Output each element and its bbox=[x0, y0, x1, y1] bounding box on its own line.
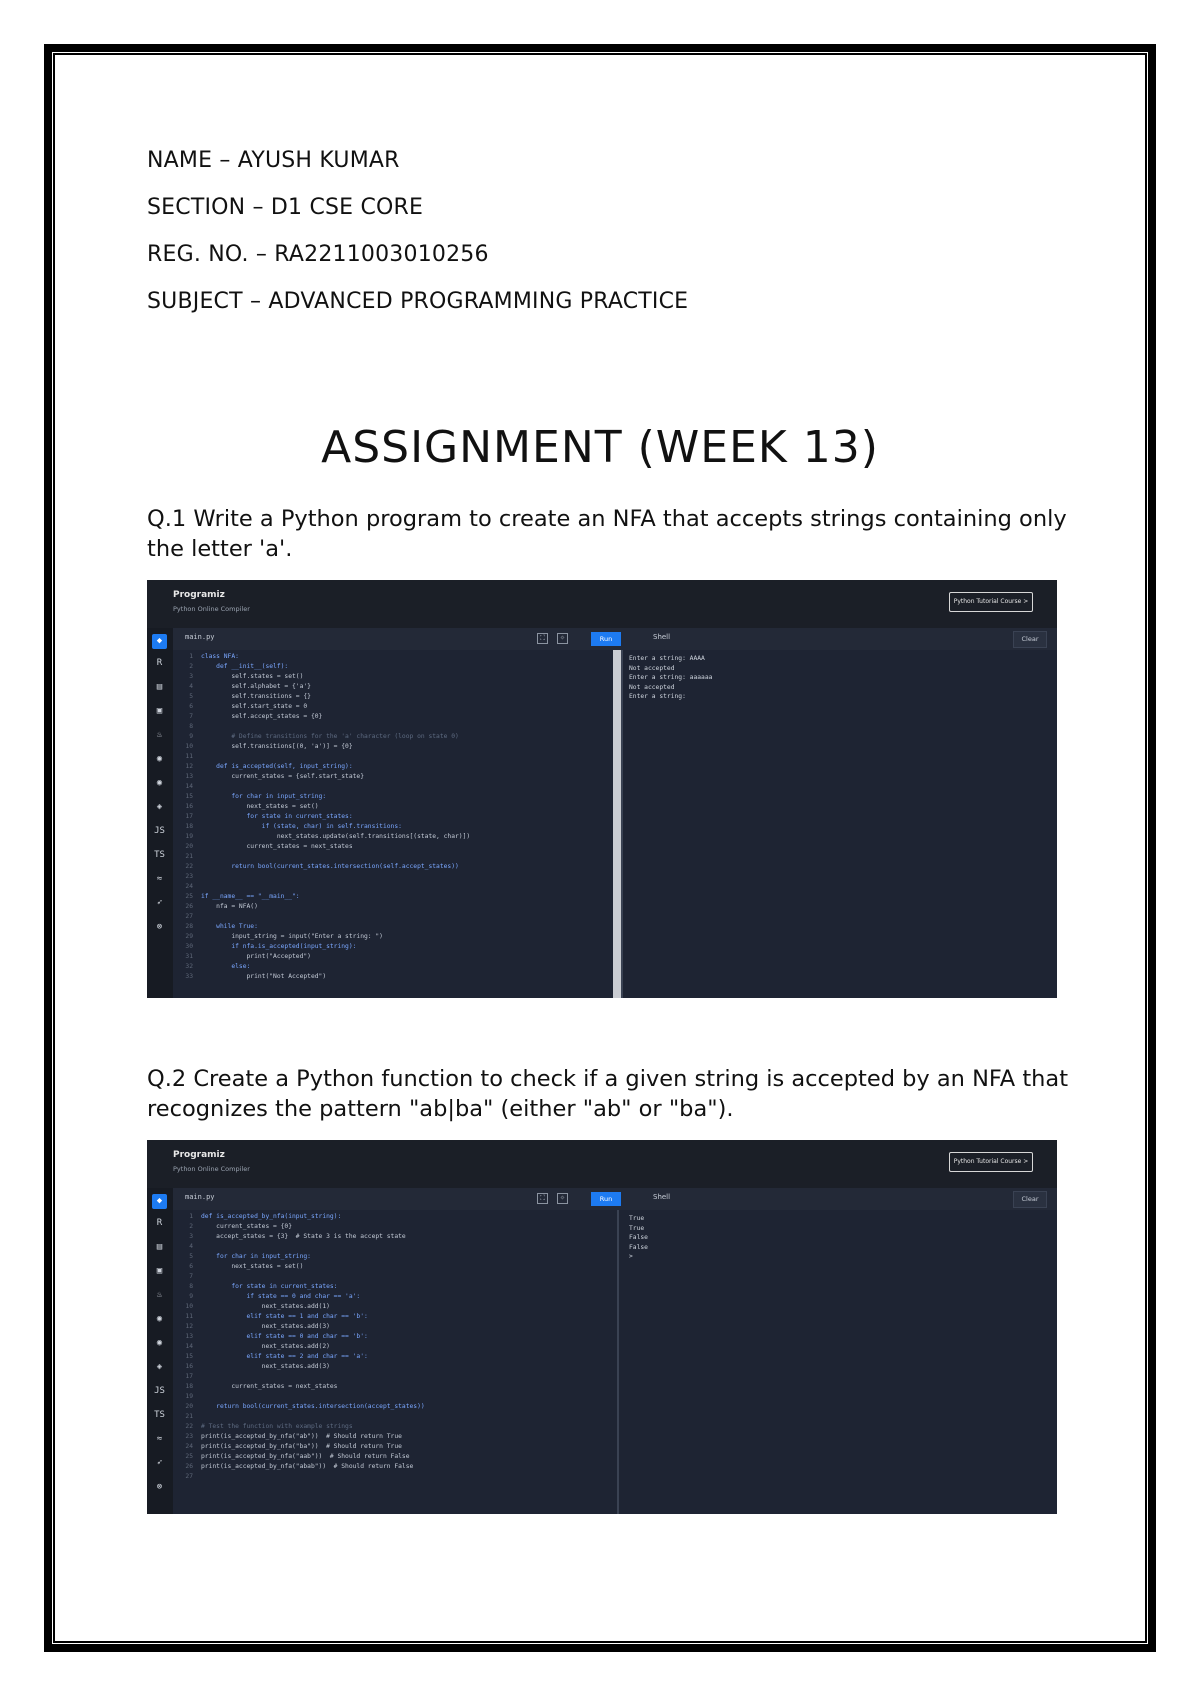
code-text: print("Accepted") bbox=[201, 953, 311, 960]
code-line bbox=[173, 1352, 425, 1362]
ide-topbar bbox=[147, 580, 1057, 628]
code-line bbox=[173, 822, 470, 832]
line-number: 17 bbox=[185, 813, 193, 820]
line-number: 19 bbox=[185, 833, 193, 840]
r-icon[interactable]: R bbox=[156, 1218, 163, 1228]
line-number: 30 bbox=[185, 943, 193, 950]
code-text: next_states = set() bbox=[201, 1263, 304, 1270]
pane-divider[interactable] bbox=[617, 1210, 619, 1514]
html-icon[interactable]: ▣ bbox=[156, 706, 163, 716]
java-icon[interactable]: ♨ bbox=[156, 730, 163, 740]
output-line: Enter a string: aaaaaa bbox=[629, 674, 713, 681]
code-text: current_states = {0} bbox=[201, 1223, 292, 1230]
code-text: if __name__ == "__main__": bbox=[201, 893, 300, 900]
code-line bbox=[173, 842, 470, 852]
swift-icon[interactable]: ➶ bbox=[156, 898, 163, 908]
code-line bbox=[173, 702, 470, 712]
line-number: 2 bbox=[189, 663, 193, 670]
c-icon[interactable]: ◉ bbox=[156, 1314, 163, 1324]
code-line bbox=[173, 772, 470, 782]
code-line bbox=[173, 922, 470, 932]
line-number: 23 bbox=[185, 873, 193, 880]
code-line bbox=[173, 1262, 425, 1272]
line-number: 17 bbox=[185, 1373, 193, 1380]
line-number: 19 bbox=[185, 1393, 193, 1400]
code-line bbox=[173, 792, 470, 802]
output-line: False bbox=[629, 1234, 648, 1241]
code-line bbox=[173, 1332, 425, 1342]
code-text: self.states = set() bbox=[201, 673, 304, 680]
line-number: 23 bbox=[185, 1433, 193, 1440]
code-text: self.transitions = {} bbox=[201, 693, 311, 700]
python-icon[interactable]: ◆ bbox=[152, 1194, 167, 1209]
ide-screenshot-q1 bbox=[147, 580, 1057, 998]
line-number: 13 bbox=[185, 1333, 193, 1340]
code-line bbox=[173, 852, 470, 862]
code-line bbox=[173, 972, 470, 982]
line-number: 15 bbox=[185, 793, 193, 800]
pro-button[interactable]: Python Tutorial Course > bbox=[949, 592, 1033, 612]
code-text: self.start_state = 0 bbox=[201, 703, 308, 710]
code-line bbox=[173, 762, 470, 772]
language-sidebar bbox=[147, 628, 173, 998]
code-line bbox=[173, 692, 470, 702]
ide-screenshot-q2 bbox=[147, 1140, 1057, 1514]
pane-divider[interactable] bbox=[621, 650, 623, 998]
line-number: 8 bbox=[189, 1283, 193, 1290]
theme-icon[interactable]: ☼ bbox=[557, 633, 568, 644]
html-icon[interactable]: ▣ bbox=[156, 1266, 163, 1276]
code-text: print(is_accepted_by_nfa("ab")) # Should return True bbox=[201, 1433, 402, 1440]
ts-icon[interactable]: TS bbox=[154, 1410, 165, 1420]
code-line bbox=[173, 882, 470, 892]
code-line bbox=[173, 1282, 425, 1292]
line-number: 16 bbox=[185, 1363, 193, 1370]
code-line bbox=[173, 1392, 425, 1402]
compiler-subtitle: Python Online Compiler bbox=[173, 1165, 250, 1173]
code-line bbox=[173, 1362, 425, 1372]
code-text: current_states = next_states bbox=[201, 1383, 338, 1390]
code-text: elif state == 2 and char == 'a': bbox=[201, 1353, 368, 1360]
code-line bbox=[173, 1242, 425, 1252]
output-line: > bbox=[629, 1253, 633, 1260]
code-text: for char in input_string: bbox=[201, 1253, 311, 1260]
file-tab[interactable]: main.py bbox=[185, 633, 215, 641]
code-line bbox=[173, 1292, 425, 1302]
file-tab[interactable]: main.py bbox=[185, 1193, 215, 1201]
line-number: 12 bbox=[185, 763, 193, 770]
code-line bbox=[173, 1212, 425, 1222]
code-line bbox=[173, 1402, 425, 1412]
code-line bbox=[173, 712, 470, 722]
student-subject: SUBJECT – ADVANCED PROGRAMMING PRACTICE bbox=[147, 289, 689, 314]
line-number: 11 bbox=[185, 1313, 193, 1320]
code-text: print(is_accepted_by_nfa("aab")) # Should return False bbox=[201, 1453, 410, 1460]
code-text: elif state == 0 and char == 'b': bbox=[201, 1333, 368, 1340]
code-line bbox=[173, 652, 470, 662]
code-line bbox=[173, 1322, 425, 1332]
code-line bbox=[173, 1302, 425, 1312]
line-number: 10 bbox=[185, 1303, 193, 1310]
question-2: Q.2 Create a Python function to check if a given string is accepted by an NFA that recognizes the pattern "ab|ba" (either "ab" or "ba"). bbox=[147, 1066, 1069, 1122]
code-text: print(is_accepted_by_nfa("ba")) # Should return True bbox=[201, 1443, 402, 1450]
line-number: 5 bbox=[189, 693, 193, 700]
line-number: 16 bbox=[185, 803, 193, 810]
fullscreen-icon[interactable]: ⛶ bbox=[537, 1193, 548, 1204]
line-number: 7 bbox=[189, 713, 193, 720]
line-number: 18 bbox=[185, 1383, 193, 1390]
sql-icon[interactable]: ▤ bbox=[156, 1242, 163, 1252]
code-line bbox=[173, 1372, 425, 1382]
js-icon[interactable]: JS bbox=[154, 1386, 165, 1396]
clear-button[interactable]: Clear bbox=[1013, 631, 1047, 648]
code-line bbox=[173, 942, 470, 952]
sql-icon[interactable]: ▤ bbox=[156, 682, 163, 692]
code-text: accept_states = {3} # State 3 is the accept state bbox=[201, 1233, 406, 1240]
code-text: if nfa.is_accepted(input_string): bbox=[201, 943, 357, 950]
code-line bbox=[173, 662, 470, 672]
student-name: NAME – AYUSH KUMAR bbox=[147, 148, 400, 173]
line-number: 29 bbox=[185, 933, 193, 940]
student-section: SECTION – D1 CSE CORE bbox=[147, 195, 424, 220]
code-line bbox=[173, 672, 470, 682]
code-text: # Define transitions for the 'a' character (loop on state 0) bbox=[201, 733, 459, 740]
code-text: next_states.add(1) bbox=[201, 1303, 330, 1310]
code-line bbox=[173, 1382, 425, 1392]
line-number: 9 bbox=[189, 733, 193, 740]
code-line bbox=[173, 872, 470, 882]
programiz-logo: Programiz bbox=[173, 590, 225, 600]
line-number: 2 bbox=[189, 1223, 193, 1230]
line-number: 4 bbox=[189, 683, 193, 690]
code-line bbox=[173, 752, 470, 762]
code-line bbox=[173, 1222, 425, 1232]
code-text: while True: bbox=[201, 923, 258, 930]
editor-scrollbar[interactable] bbox=[613, 650, 621, 998]
line-number: 6 bbox=[189, 703, 193, 710]
assignment-title: ASSIGNMENT (WEEK 13) bbox=[321, 422, 879, 473]
code-line bbox=[173, 1312, 425, 1322]
cpp-icon[interactable]: ◉ bbox=[156, 1338, 163, 1348]
line-number: 31 bbox=[185, 953, 193, 960]
code-text: def __init__(self): bbox=[201, 663, 289, 670]
run-button[interactable]: Run bbox=[591, 632, 621, 646]
line-number: 12 bbox=[185, 1323, 193, 1330]
language-sidebar bbox=[147, 1188, 173, 1514]
shell-label: Shell bbox=[653, 1193, 671, 1201]
code-line bbox=[173, 1422, 425, 1432]
code-line bbox=[173, 912, 470, 922]
code-line bbox=[173, 952, 470, 962]
code-text: print(is_accepted_by_nfa("abab")) # Should return False bbox=[201, 1463, 414, 1470]
code-line bbox=[173, 892, 470, 902]
code-text: next_states.update(self.transitions[(state, char)]) bbox=[201, 833, 471, 840]
code-text: elif state == 1 and char == 'b': bbox=[201, 1313, 368, 1320]
line-number: 14 bbox=[185, 783, 193, 790]
line-number: 26 bbox=[185, 903, 193, 910]
rust-icon[interactable]: ⊗ bbox=[156, 1482, 163, 1492]
line-number: 24 bbox=[185, 883, 193, 890]
code-text: print("Not Accepted") bbox=[201, 973, 327, 980]
line-number: 21 bbox=[185, 1413, 193, 1420]
code-text: if (state, char) in self.transitions: bbox=[201, 823, 402, 830]
code-text: if state == 0 and char == 'a': bbox=[201, 1293, 361, 1300]
theme-icon[interactable]: ☼ bbox=[557, 1193, 568, 1204]
clear-button[interactable]: Clear bbox=[1013, 1191, 1047, 1208]
line-number: 15 bbox=[185, 1353, 193, 1360]
code-line bbox=[173, 1412, 425, 1422]
shell-output bbox=[629, 654, 712, 702]
line-number: 10 bbox=[185, 743, 193, 750]
code-text: next_states.add(3) bbox=[201, 1363, 330, 1370]
code-text: return bool(current_states.intersection(accept_states)) bbox=[201, 1403, 425, 1410]
line-number: 20 bbox=[185, 1403, 193, 1410]
code-text: else: bbox=[201, 963, 251, 970]
code-line bbox=[173, 802, 470, 812]
code-line bbox=[173, 812, 470, 822]
line-number: 3 bbox=[189, 673, 193, 680]
code-line bbox=[173, 1452, 425, 1462]
ide-topbar bbox=[147, 1140, 1057, 1188]
c-icon[interactable]: ◉ bbox=[156, 754, 163, 764]
code-text: for state in current_states: bbox=[201, 813, 353, 820]
code-text: def is_accepted(self, input_string): bbox=[201, 763, 353, 770]
line-number: 9 bbox=[189, 1293, 193, 1300]
code-text: def is_accepted_by_nfa(input_string): bbox=[201, 1213, 342, 1220]
line-number: 1 bbox=[189, 653, 193, 660]
code-line bbox=[173, 782, 470, 792]
line-number: 27 bbox=[185, 913, 193, 920]
code-line bbox=[173, 1252, 425, 1262]
go-icon[interactable]: ≈ bbox=[156, 1434, 163, 1444]
code-line bbox=[173, 1342, 425, 1352]
line-number: 28 bbox=[185, 923, 193, 930]
programiz-logo: Programiz bbox=[173, 1150, 225, 1160]
code-text: self.accept_states = {0} bbox=[201, 713, 323, 720]
code-text: nfa = NFA() bbox=[201, 903, 258, 910]
python-icon[interactable]: ◆ bbox=[152, 634, 167, 649]
editor-tabbar bbox=[173, 1188, 1057, 1210]
rust-icon[interactable]: ⊗ bbox=[156, 922, 163, 932]
line-number: 14 bbox=[185, 1343, 193, 1350]
code-text: self.transitions[(0, 'a')] = {0} bbox=[201, 743, 353, 750]
ts-icon[interactable]: TS bbox=[154, 850, 165, 860]
code-text: next_states.add(2) bbox=[201, 1343, 330, 1350]
line-number: 1 bbox=[189, 1213, 193, 1220]
cpp-icon[interactable]: ◉ bbox=[156, 778, 163, 788]
editor-tabbar bbox=[173, 628, 1057, 650]
line-number: 25 bbox=[185, 1453, 193, 1460]
output-line: True bbox=[629, 1224, 645, 1232]
output-line: False bbox=[629, 1243, 648, 1251]
line-number: 7 bbox=[189, 1273, 193, 1280]
shell-label: Shell bbox=[653, 633, 671, 641]
code-line bbox=[173, 862, 470, 872]
code-text: class NFA: bbox=[201, 653, 239, 660]
go-icon[interactable]: ≈ bbox=[156, 874, 163, 884]
line-number: 13 bbox=[185, 773, 193, 780]
code-text: current_states = {self.start_state} bbox=[201, 773, 365, 780]
code-text: for char in input_string: bbox=[201, 793, 327, 800]
question-1: Q.1 Write a Python program to create an NFA that accepts strings containing only the letter 'a'. bbox=[147, 506, 1067, 562]
line-number: 5 bbox=[189, 1253, 193, 1260]
code-editor[interactable] bbox=[173, 1212, 425, 1482]
line-number: 3 bbox=[189, 1233, 193, 1240]
swift-icon[interactable]: ➶ bbox=[156, 1458, 163, 1468]
line-number: 33 bbox=[185, 973, 193, 980]
java-icon[interactable]: ♨ bbox=[156, 1290, 163, 1300]
code-text: next_states.add(3) bbox=[201, 1323, 330, 1330]
code-line bbox=[173, 832, 470, 842]
code-line bbox=[173, 902, 470, 912]
line-number: 6 bbox=[189, 1263, 193, 1270]
run-button[interactable]: Run bbox=[591, 1192, 621, 1206]
js-icon[interactable]: JS bbox=[154, 826, 165, 836]
code-line bbox=[173, 1472, 425, 1482]
line-number: 21 bbox=[185, 853, 193, 860]
output-line: Enter a string: AAAA bbox=[629, 655, 705, 662]
pro-button[interactable]: Python Tutorial Course > bbox=[949, 1152, 1033, 1172]
compiler-subtitle: Python Online Compiler bbox=[173, 605, 250, 613]
code-text: self.alphabet = {'a'} bbox=[201, 683, 311, 690]
line-number: 20 bbox=[185, 843, 193, 850]
code-text: # Test the function with example strings bbox=[201, 1423, 353, 1430]
code-line bbox=[173, 732, 470, 742]
line-number: 18 bbox=[185, 823, 193, 830]
line-number: 26 bbox=[185, 1463, 193, 1470]
student-reg-no: REG. NO. – RA2211003010256 bbox=[147, 242, 489, 267]
csharp-icon[interactable]: ◈ bbox=[156, 1362, 163, 1372]
fullscreen-icon[interactable]: ⛶ bbox=[537, 633, 548, 644]
output-line: True bbox=[629, 1215, 645, 1222]
output-line: Enter a string: bbox=[629, 693, 686, 700]
line-number: 25 bbox=[185, 893, 193, 900]
csharp-icon[interactable]: ◈ bbox=[156, 802, 163, 812]
code-text: return bool(current_states.intersection(self.accept_states)) bbox=[201, 863, 459, 870]
code-text: for state in current_states: bbox=[201, 1283, 338, 1290]
code-line bbox=[173, 722, 470, 732]
shell-output bbox=[629, 1214, 648, 1262]
code-line bbox=[173, 1462, 425, 1472]
code-line bbox=[173, 1442, 425, 1452]
code-line bbox=[173, 1272, 425, 1282]
code-line bbox=[173, 682, 470, 692]
r-icon[interactable]: R bbox=[156, 658, 163, 668]
code-text: current_states = next_states bbox=[201, 843, 353, 850]
code-editor[interactable] bbox=[173, 652, 470, 982]
line-number: 27 bbox=[185, 1473, 193, 1480]
code-text: next_states = set() bbox=[201, 803, 319, 810]
line-number: 32 bbox=[185, 963, 193, 970]
line-number: 8 bbox=[189, 723, 193, 730]
code-line bbox=[173, 742, 470, 752]
line-number: 22 bbox=[185, 1423, 193, 1430]
line-number: 22 bbox=[185, 863, 193, 870]
line-number: 4 bbox=[189, 1243, 193, 1250]
code-line bbox=[173, 932, 470, 942]
code-line bbox=[173, 962, 470, 972]
output-line: Not accepted bbox=[629, 664, 675, 672]
code-text: input_string = input("Enter a string: ") bbox=[201, 933, 383, 940]
output-line: Not accepted bbox=[629, 683, 675, 691]
line-number: 24 bbox=[185, 1443, 193, 1450]
line-number: 11 bbox=[185, 753, 193, 760]
code-line bbox=[173, 1232, 425, 1242]
code-line bbox=[173, 1432, 425, 1442]
